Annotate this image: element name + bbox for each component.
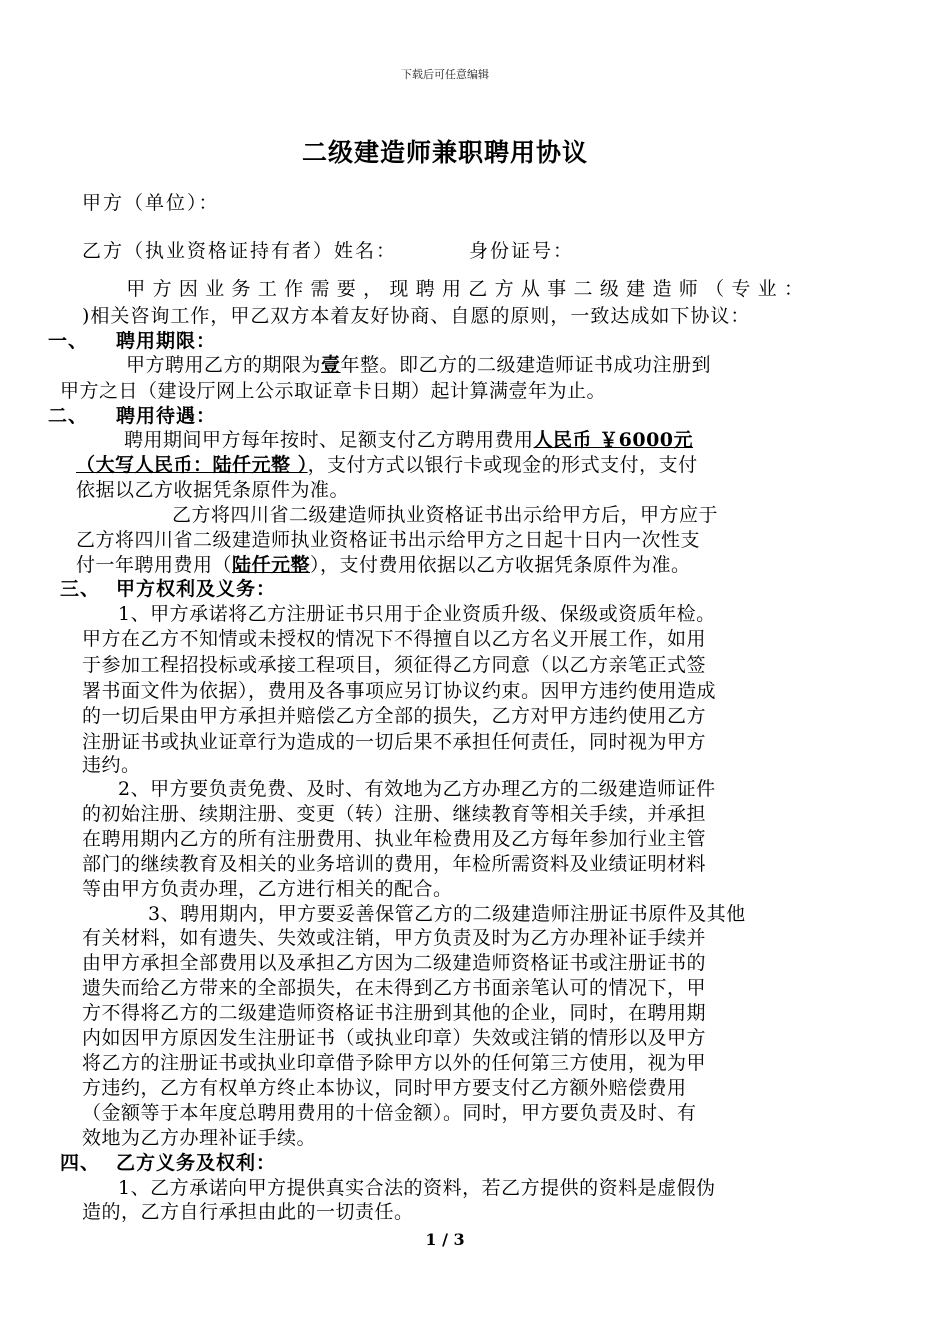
party-b-id-label: 身份证号： bbox=[469, 240, 575, 262]
page-number: 1 / 3 bbox=[425, 1230, 465, 1249]
document-title: 二级建造师兼职聘用协议 bbox=[301, 138, 588, 167]
section-3-heading: 三、 甲方权利及义务： bbox=[60, 578, 277, 600]
s3-line: 1、甲方承诺将乙方注册证书只用于企业资质升级、保级或资质年检。 bbox=[118, 603, 716, 625]
s3-line: 方不得将乙方的二级建造师资格证书注册到其他的企业，同时，在聘用期 bbox=[82, 1002, 707, 1024]
header-note: 下载后可任意编辑 bbox=[401, 68, 489, 81]
s4-line: 造的，乙方自行承担由此的一切责任。 bbox=[82, 1201, 414, 1223]
s2-line-5: 乙方将四川省二级建造师执业资格证书出示给甲方之日起十日内一次性支 bbox=[76, 529, 701, 551]
s3-line: 3、聘用期内，甲方要妥善保管乙方的二级建造师注册证书原件及其他 bbox=[148, 903, 746, 925]
s2-line-2: （大写人民币：陆仟元整 ），支付方式以银行卡或现金的形式支付，支付 bbox=[76, 454, 698, 476]
section-1-heading: 一、 聘用期限： bbox=[48, 330, 217, 352]
s4-line: 1、乙方承诺向甲方提供真实合法的资料，若乙方提供的资料是虚假伪 bbox=[118, 1177, 716, 1199]
s3-line: 内如因甲方原因发生注册证书（或执业印章）失效或注销的情形以及甲方 bbox=[82, 1027, 707, 1049]
s1-line-2: 甲方之日（建设厅网上公示取证章卡日期）起计算满壹年为止。 bbox=[60, 380, 607, 402]
s3-line: （金额等于本年度总聘用费用的十倍金额）。同时，甲方要负责及时、有 bbox=[82, 1102, 697, 1124]
s3-line: 2、甲方要负责免费、及时、有效地为乙方办理乙方的二级建造师证件 bbox=[118, 778, 716, 800]
s2-line-1: 聘用期间甲方每年按时、足额支付乙方聘用费用人民币 ￥6000元 bbox=[124, 429, 694, 451]
s2-line-6: 付一年聘用费用（陆仟元整），支付费用依据以乙方收据凭条原件为准。 bbox=[76, 554, 691, 576]
s3-line: 在聘用期内乙方的所有注册费用、执业年检费用及乙方每年参加行业主管 bbox=[82, 828, 707, 850]
section-4-heading: 四、 乙方义务及权利： bbox=[60, 1152, 277, 1174]
party-a-label: 甲方（单位）： bbox=[82, 192, 220, 214]
section-2-heading: 二、 聘用待遇： bbox=[48, 405, 217, 427]
party-b-line bbox=[82, 236, 574, 263]
s3-line: 注册证书或执业证章行为造成的一切后果不承担任何责任，同时视为甲方 bbox=[82, 731, 707, 753]
s3-line: 甲方在乙方不知情或未授权的情况下不得擅自以乙方名义开展工作，如用 bbox=[82, 628, 707, 650]
party-a-line bbox=[82, 188, 220, 215]
s3-line: 有关材料，如有遗失、失效或注销，甲方负责及时为乙方办理补证手续并 bbox=[82, 927, 707, 949]
s3-line: 违约。 bbox=[82, 754, 141, 776]
s3-line: 将乙方的注册证书或执业印章借予除甲方以外的任何第三方使用，视为甲 bbox=[82, 1052, 707, 1074]
s2-line-4: 乙方将四川省二级建造师执业资格证书出示给甲方后，甲方应于 bbox=[172, 504, 719, 526]
s3-line: 署书面文件为依据），费用及各事项应另订协议约束。因甲方违约使用造成 bbox=[82, 680, 717, 702]
s3-line: 的初始注册、续期注册、变更（转）注册、继续教育等相关手续，并承担 bbox=[82, 803, 707, 825]
intro-line-2: )相关咨询工作，甲乙双方本着友好协商、自愿的原则，一致达成如下协议： bbox=[82, 305, 751, 327]
party-b-label: 乙方（执业资格证持有者）姓名： bbox=[82, 240, 398, 262]
s3-line: 等由甲方负责办理，乙方进行相关的配合。 bbox=[82, 878, 453, 900]
s3-line: 的一切后果由甲方承担并赔偿乙方全部的损失，乙方对甲方违约使用乙方 bbox=[82, 705, 707, 727]
s1-line-1: 甲方聘用乙方的期限为壹年整。即乙方的二级建造师证书成功注册到 bbox=[126, 354, 712, 376]
s3-line: 遗失而给乙方带来的全部损失，在未得到乙方书面亲笔认可的情况下，甲 bbox=[82, 977, 707, 999]
s3-line: 部门的继续教育及相关的业务培训的费用，年检所需资料及业绩证明材料 bbox=[82, 853, 707, 875]
s3-line: 方违约，乙方有权单方终止本协议，同时甲方要支付乙方额外赔偿费用 bbox=[82, 1077, 687, 1099]
s3-line: 于参加工程招投标或承接工程项目，须征得乙方同意（以乙方亲笔正式签 bbox=[82, 654, 707, 676]
s2-line-3: 依据以乙方收据凭条原件为准。 bbox=[76, 479, 350, 501]
s3-line: 效地为乙方办理补证手续。 bbox=[82, 1127, 317, 1149]
s3-line: 由甲方承担全部费用以及承担乙方因为二级建造师资格证书或注册证书的 bbox=[82, 952, 707, 974]
intro-line-1: 甲方因业务工作需要，现聘用乙方从事二级建造师（专业： bbox=[120, 278, 804, 300]
